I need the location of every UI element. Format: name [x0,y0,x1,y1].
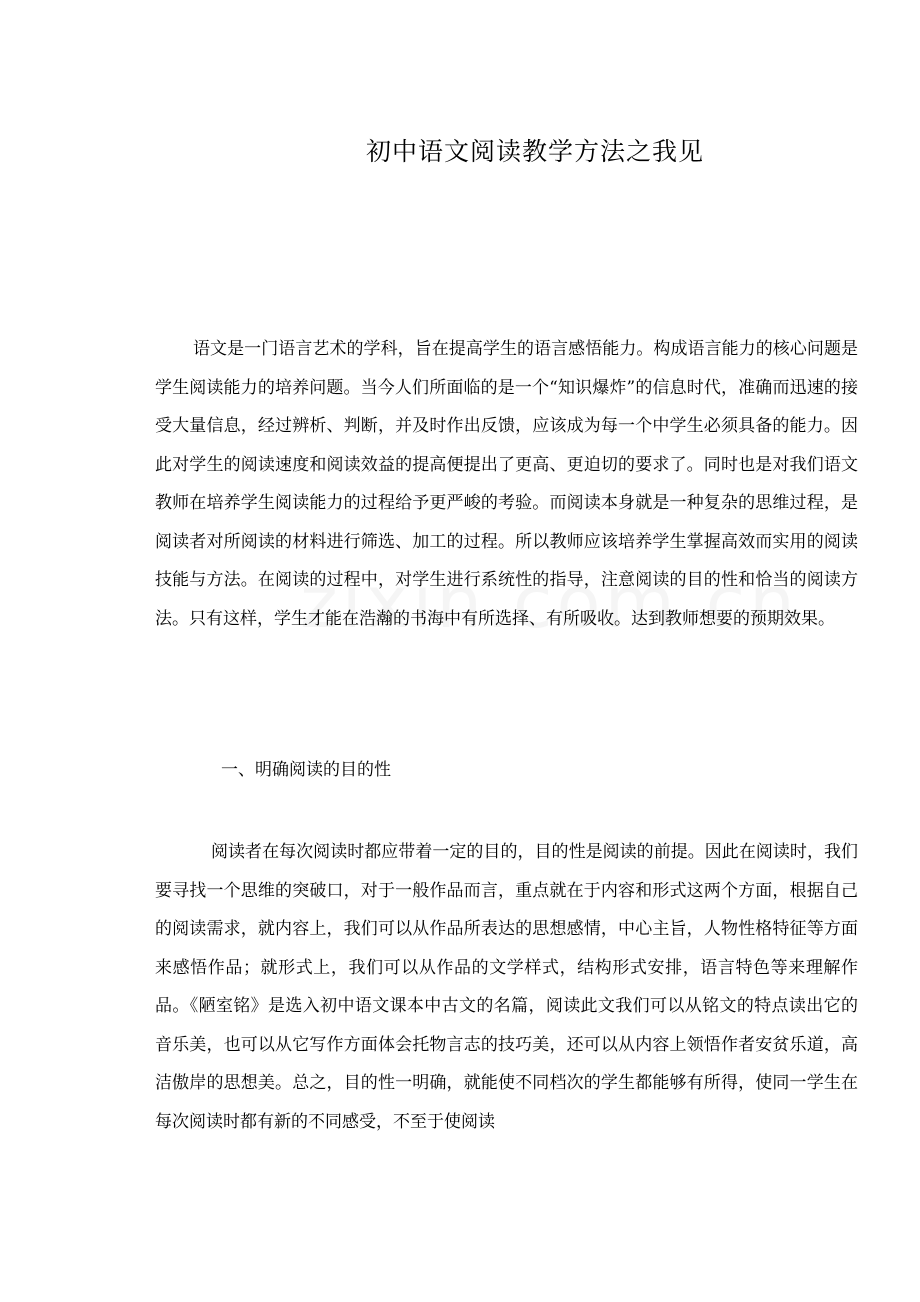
section-paragraph: 阅读者在每次阅读时都应带着一定的目的，目的性是阅读的前提。因此在阅读时，我们要寻找一个思维的突破口，对于一般作品而言，重点就在于内容和形式这两个方面，根据自己的阅读需求，就内容上，我们可以从作品所表达的思想感情，中心主旨，人物性格特征等方面来感悟作品；就形式上，我们可以从作品的文学样式，结构形式安排，语言特色等来理解作品。《陋室铭》是选入初中语文课本中古文的名篇，阅读此文我们可以从铭文的特点读出它的音乐美，也可以从它写作方面体会托物言志的技巧美，还可以从内容上领悟作者安贫乐道，高洁傲岸的思想美。总之，目的性一明确，就能使不同档次的学生都能够有所得，使同一学生在每次阅读时都有新的不同感受，不至于使阅读 [155,842,858,1132]
intro-paragraph: 语文是一门语言艺术的学科，旨在提高学生的语言感悟能力。构成语言能力的核心问题是学生阅读能力的培养问题。当今人们所面临的是一个“知识爆炸”的信息时代，准确而迅速的接受大量信息，经过辨析、判断，并及时作出反馈，应该成为每一个中学生必须具备的能力。因此对学生的阅读速度和阅读效益的提高便提出了更高、更迫切的要求了。同时也是对我们语文教师在培养学生阅读能力的过程给予更严峻的考验。而阅读本身就是一种复杂的思维过程，是阅读者对所阅读的材料进行筛选、加工的过程。所以教师应该培养学生掌握高效而实用的阅读技能与方法。在阅读的过程中，对学生进行系统性的指导，注意阅读的目的性和恰当的阅读方法。只有这样，学生才能在浩瀚的书海中有所选择、有所吸收。达到教师想要的预期效果。 [155,339,858,629]
section-heading: 一、明确阅读的目的性 [221,760,391,780]
document-title: 初中语文阅读教学方法之我见 [365,137,704,166]
